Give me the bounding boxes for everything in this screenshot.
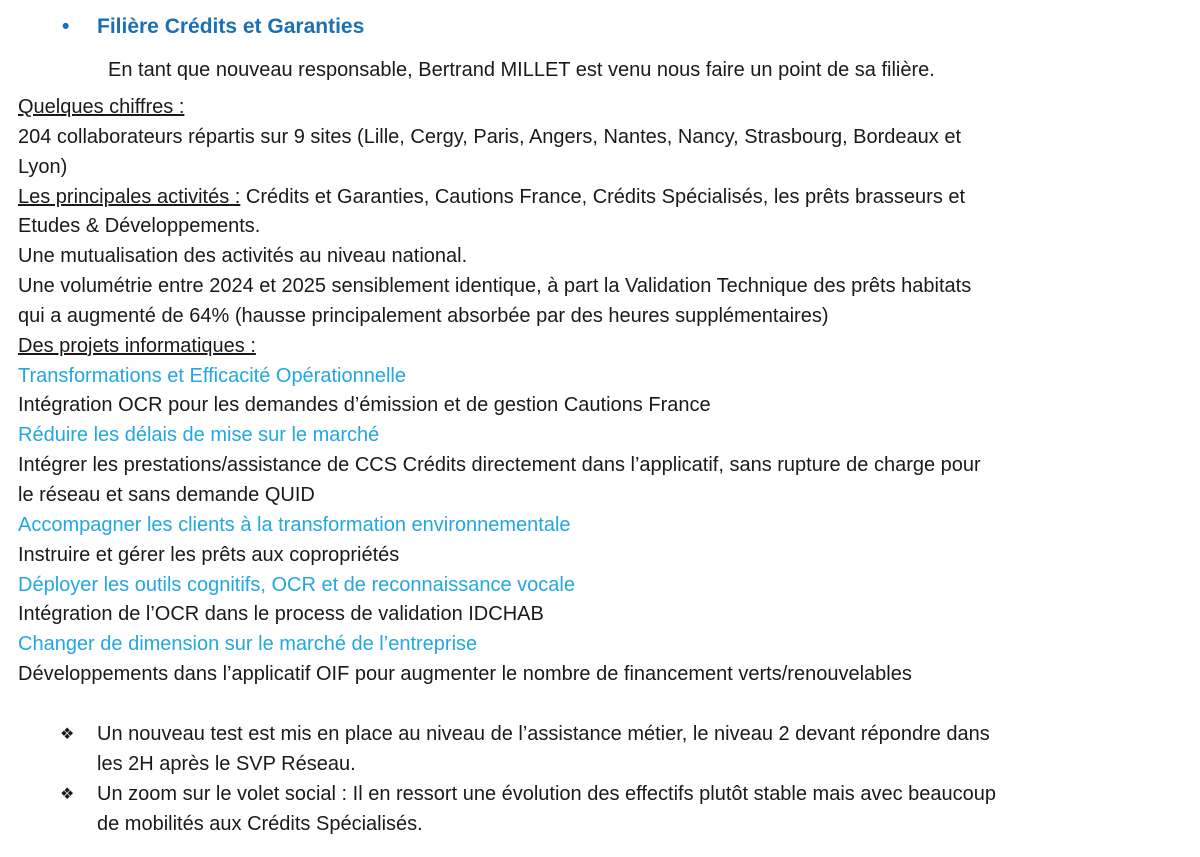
activities-text: Crédits et Garanties, Cautions France, Crédits Spécialisés, les prêts brasseurs et bbox=[240, 185, 966, 208]
project-axis: Déployer les outils cognitifs, OCR et de reconnaissance vocale bbox=[18, 573, 575, 596]
bullet-list bbox=[60, 720, 996, 839]
bullet-text: les 2H après le SVP Réseau. bbox=[97, 752, 356, 775]
bullet-item bbox=[60, 720, 996, 780]
diamond-bullet-icon: ❖ bbox=[60, 785, 75, 803]
project-axis: Transformations et Efficacité Opérationnelle bbox=[18, 364, 406, 387]
project-axis: Changer de dimension sur le marché de l’entreprise bbox=[18, 633, 478, 656]
mutualisation-line: Une mutualisation des activités au niveau national. bbox=[18, 245, 468, 268]
bullet-item bbox=[60, 780, 996, 840]
bullet-text: Un zoom sur le volet social : Il en ressort une évolution des effectifs plutôt stable mais avec beaucoup bbox=[97, 782, 997, 805]
bullet-text: Un nouveau test est mis en place au niveau de l’assistance métier, le niveau 2 devant répondre dans bbox=[97, 723, 990, 745]
project-description: le réseau et sans demande QUID bbox=[18, 483, 315, 506]
section-title: Filière Crédits et Garanties bbox=[97, 15, 365, 38]
project-description: Intégration OCR pour les demandes d’émission et de gestion Cautions France bbox=[18, 394, 711, 417]
figures-line: Lyon) bbox=[18, 155, 68, 178]
section-heading bbox=[62, 12, 364, 42]
project-description: Développements dans l’applicatif OIF pour augmenter le nombre de financement verts/renouvelables bbox=[18, 663, 912, 686]
volumetry-line: qui a augmenté de 64% (hausse principalement absorbée par des heures supplémentaires) bbox=[18, 304, 829, 327]
activities-line: Etudes & Développements. bbox=[18, 215, 261, 238]
document-body bbox=[18, 93, 981, 690]
projects-label: Des projets informatiques : bbox=[18, 334, 256, 357]
intro-paragraph: En tant que nouveau responsable, Bertrand MILLET est venu nous faire un point de sa filière. bbox=[108, 59, 935, 81]
figures-line: 204 collaborateurs répartis sur 9 sites (Lille, Cergy, Paris, Angers, Nantes, Nancy, Strasbourg, Bordeaux et bbox=[18, 125, 962, 148]
project-axis: Réduire les délais de mise sur le marché bbox=[18, 424, 380, 447]
project-description: Intégrer les prestations/assistance de CCS Crédits directement dans l’applicatif, sans rupture de charge pour bbox=[18, 454, 981, 477]
project-axis: Accompagner les clients à la transformation environnementale bbox=[18, 513, 571, 536]
project-description: Intégration de l’OCR dans le process de validation IDCHAB bbox=[18, 603, 544, 626]
project-description: Instruire et gérer les prêts aux copropriétés bbox=[18, 543, 400, 566]
figures-label: Quelques chiffres : bbox=[18, 96, 185, 118]
diamond-bullet-icon: ❖ bbox=[60, 726, 75, 743]
bullet-text: de mobilités aux Crédits Spécialisés. bbox=[97, 812, 423, 835]
activities-label: Les principales activités : bbox=[18, 185, 241, 208]
bullet-icon: • bbox=[62, 15, 70, 38]
volumetry-line: Une volumétrie entre 2024 et 2025 sensiblement identique, à part la Validation Technique des prêts habitats bbox=[18, 275, 972, 298]
